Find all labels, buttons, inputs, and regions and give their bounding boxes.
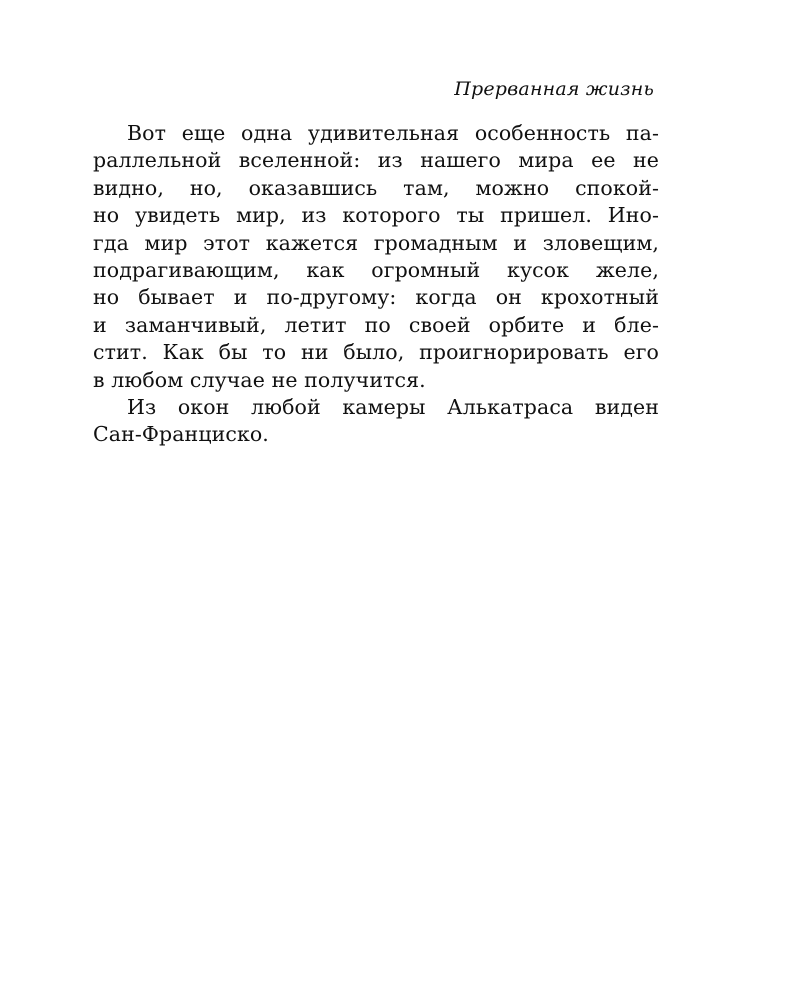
paragraph-line: Вот еще одна удивительная особенность па- <box>127 121 659 145</box>
paragraph-line: раллельной вселенной: из нашего мира ее не <box>93 148 659 173</box>
paragraph-2 <box>93 394 659 449</box>
paragraph-line: Из окон любой камеры Алькатраса виден <box>127 395 659 420</box>
paragraph-line: и заманчивый, летит по своей орбите и бле- <box>93 312 659 337</box>
running-head: Прерванная жизнь <box>454 78 654 100</box>
paragraph-line: в любом случае не получится. <box>93 367 426 392</box>
paragraph-line: стит. Как бы то ни было, проигнорировать его <box>93 340 659 365</box>
paragraph-line: гда мир этот кажется громадным и зловещим, <box>93 230 659 255</box>
paragraph-line: но бывает и по-другому: когда он крохотный <box>93 285 659 310</box>
paragraph-line: видно, но, оказавшись там, можно спокой- <box>93 175 659 200</box>
paragraph-line: подрагивающим, как огромный кусок желе, <box>93 258 659 283</box>
paragraph-line: но увидеть мир, из которого ты пришел. Ино- <box>93 203 659 228</box>
body-text <box>93 120 659 449</box>
paragraph-line: Сан-Франциско. <box>93 422 269 447</box>
paragraph-1 <box>93 120 659 394</box>
